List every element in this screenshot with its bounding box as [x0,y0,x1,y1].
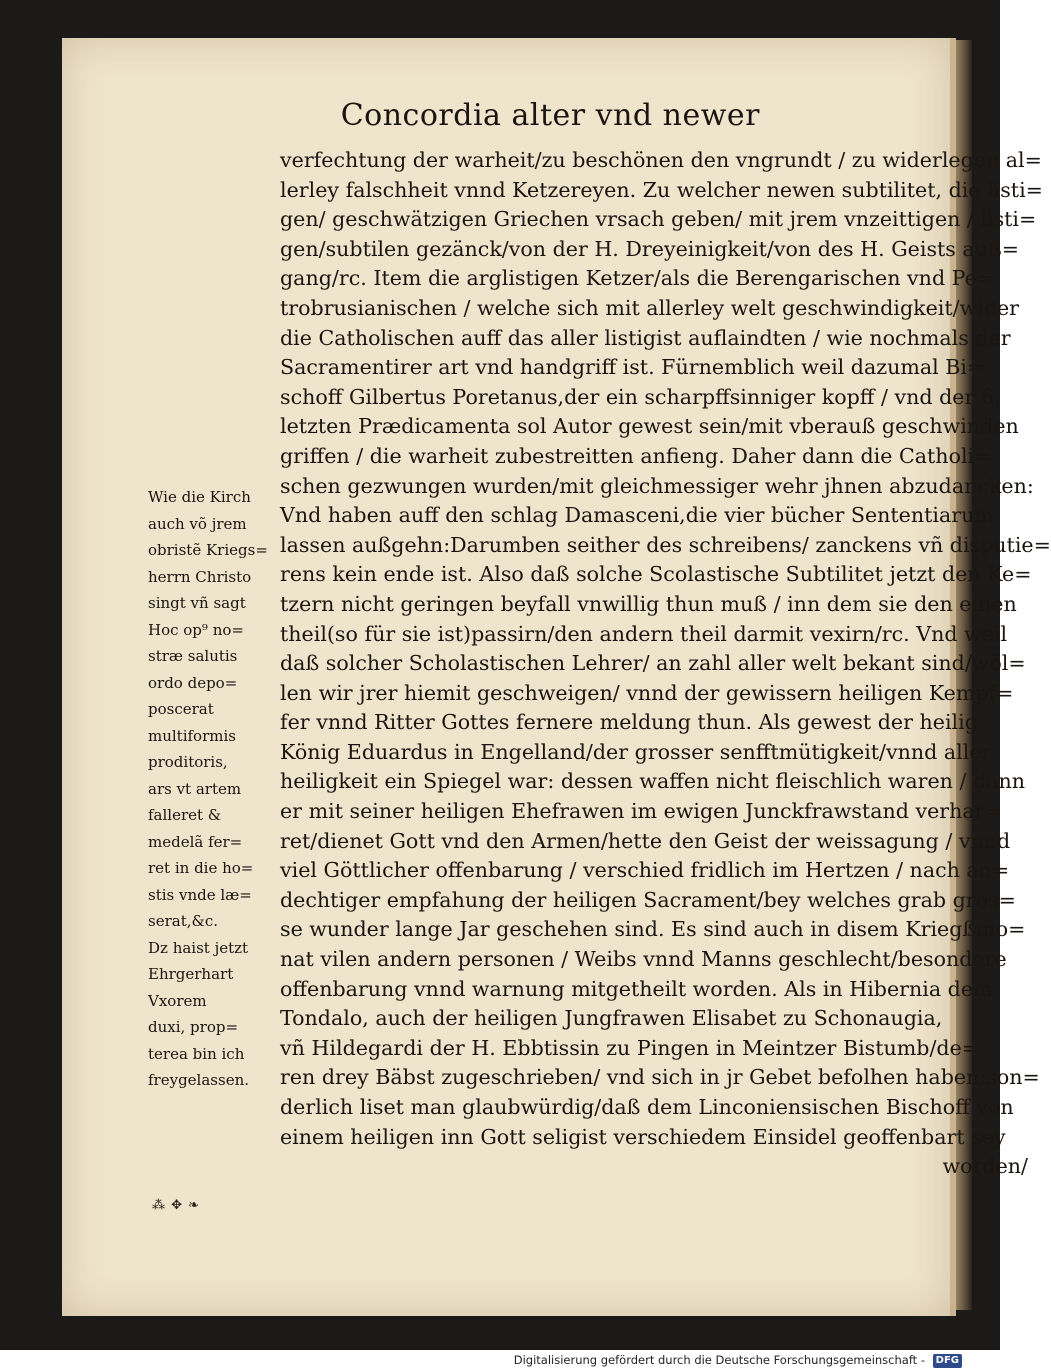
digitization-footer [0,1350,1000,1370]
running-header: Concordia alter vnd newer [340,98,760,133]
text-line: einem heiligen inn Gott seligist verschiedem Einsidel geoffenbart sey [280,1124,1006,1149]
text-line: offenbarung vnnd warnung mitgetheilt worden. Als in Hibernia dem [280,976,993,1001]
text-line: verfechtung der warheit/zu beschönen den vngrundt / zu widerlegen al= [280,148,1042,172]
text-line: heiligkeit ein Spiegel war: dessen waffen nicht fleischlich waren / dann [280,769,1025,794]
text-line: se wunder lange Jar geschehen sind. Es sind auch in disem Kriegßmo= [280,917,1026,942]
text-line: fer vnnd Ritter Gottes fernere meldung thun. Als gewest der heilig [280,710,978,735]
body-text [280,146,1051,1182]
marginal-note-line: Vxorem [148,991,207,1010]
text-line: schen gezwungen wurden/mit gleichmessiger wehr jhnen abzudancken: [280,473,1034,498]
marginal-note-line: Dz haist jetzt [148,938,249,957]
marginal-note-line: duxi, prop= [148,1018,239,1036]
text-line: gang/rc. Item die arglistigen Ketzer/als die Berengarischen vnd Pe= [280,266,995,291]
catchword: worden/ [942,1154,1028,1179]
text-line: dechtiger empfahung der heiligen Sacrament/bey welches grab gros= [280,887,1016,912]
text-line: trobrusianischen / welche sich mit allerley welt geschwindigkeit/wider [280,295,1020,320]
marginal-note-line: stræ salutis [148,647,238,665]
marginal-note-line: freygelassen. [148,1071,249,1089]
text-line: Sacramentirer art vnd handgriff ist. Fürnemblich weil dazumal Bi= [280,355,985,380]
text-line: er mit seiner heiligen Ehefrawen im ewigen Junckfrawstand verhar= [280,799,1002,824]
text-line: Tondalo, auch der heiligen Jungfrawen Elisabet zu Schonaugia, [280,1006,943,1031]
text-line: Vnd haben auff den schlag Damasceni,die vier bücher Sententiarum [280,503,994,528]
text-line: lerley falschheit vnnd Ketzereyen. Zu welcher newen subtilitet, die listi= [280,177,1043,202]
marginal-note-line: auch võ jrem [148,514,247,533]
marginal-note-line: proditoris, [148,753,228,771]
text-line: tzern nicht geringen beyfall vnwillig thun muß / inn dem sie den einen [280,591,1017,616]
text-line: gen/ geschwätzigen Griechen vrsach geben/ mit jrem vnzeittigen / listi= [280,207,1037,232]
text-line: derlich liset man glaubwürdig/daß dem Linconiensischen Bischoff von [280,1095,1014,1119]
text-line: nat vilen andern personen / Weibs vnnd Manns geschlecht/besondere [280,947,1007,972]
marginal-note-line: stis vnde læ= [148,885,252,904]
marginal-note-line: falleret & [148,806,222,824]
marginal-note-line: herrn Christo [148,567,252,586]
text-line: schoff Gilbertus Poretanus,der ein scharpffsinniger kopff / vnd der 6. [280,384,1001,409]
marginal-note-line: Ehrgerhart [148,965,234,983]
marginal-note [148,484,278,1094]
text-line: ren drey Bäbst zugeschrieben/ vnd sich in jr Gebet befolhen haben:son= [280,1065,1040,1090]
marginal-note-line: Wie die Kirch [148,488,251,506]
marginal-note-line: poscerat [148,700,214,718]
marginal-note-line: medelã fer= [148,832,243,851]
text-line: die Catholischen auff das aller listigist auflaindten / wie nochmals der [280,325,1011,350]
text-line: theil(so für sie ist)passirn/den andern theil darmit vexirn/rc. Vnd weil [280,621,1008,646]
marginal-note-line: ordo depo= [148,673,238,692]
text-line: König Eduardus in Engelland/der grosser senfftmütigkeit/vnnd aller [280,739,992,764]
marginal-note-line: ars vt artem [148,779,242,798]
marginal-note-line: terea bin ich [148,1044,245,1063]
text-line: ret/dienet Gott vnd den Armen/hette den Geist der weissagung / vnnd [280,828,1011,853]
book-page [62,38,1051,1316]
marginal-note-line: singt vñ sagt [148,594,246,612]
text-line: vñ Hildegardi der H. Ebbtissin zu Pingen in Meintzer Bistumb/de= [280,1035,980,1060]
text-line: lassen außgehn:Darumben seither des schreibens/ zanckens vñ disputie= [280,532,1051,557]
text-line: griffen / die warheit zubestreitten anfieng. Daher dann die Catholi= [280,443,992,468]
marginal-note-line: multiformis [148,726,236,745]
text-line: letzten Prædicamenta sol Autor gewest sein/mit vberauß geschwinden [280,414,1019,439]
text-line: viel Göttlicher offenbarung / verschied fridlich im Hertzen / nach an= [280,858,1010,883]
text-line: rens kein ende ist. Also daß solche Scolastische Subtilitet jetzt den Ke= [280,562,1032,587]
marginal-note-line: obristẽ Kriegs= [148,541,268,559]
dfg-logo-icon: DFG [933,1354,962,1368]
text-line: gen/subtilen gezänck/von der H. Dreyeinigkeit/von des H. Geists auß= [280,236,1019,261]
text-line: len wir jrer hiemit geschweigen/ vnnd der gewissern heiligen Kempf= [280,680,1014,705]
footer-credit: Digitalisierung gefördert durch die Deutsche Forschungsgemeinschaft - [513,1353,925,1367]
marginal-note-line: serat,&c. [148,912,219,930]
marginal-note-line: ret in die ho= [148,859,254,877]
text-line: daß solcher Scholastischen Lehrer/ an zahl aller welt bekant sind/wöl= [280,651,1026,676]
ornament-icon: ⁂ ✥ ❧ [152,1198,201,1213]
marginal-note-line: Hoc op⁹ no= [148,620,244,639]
